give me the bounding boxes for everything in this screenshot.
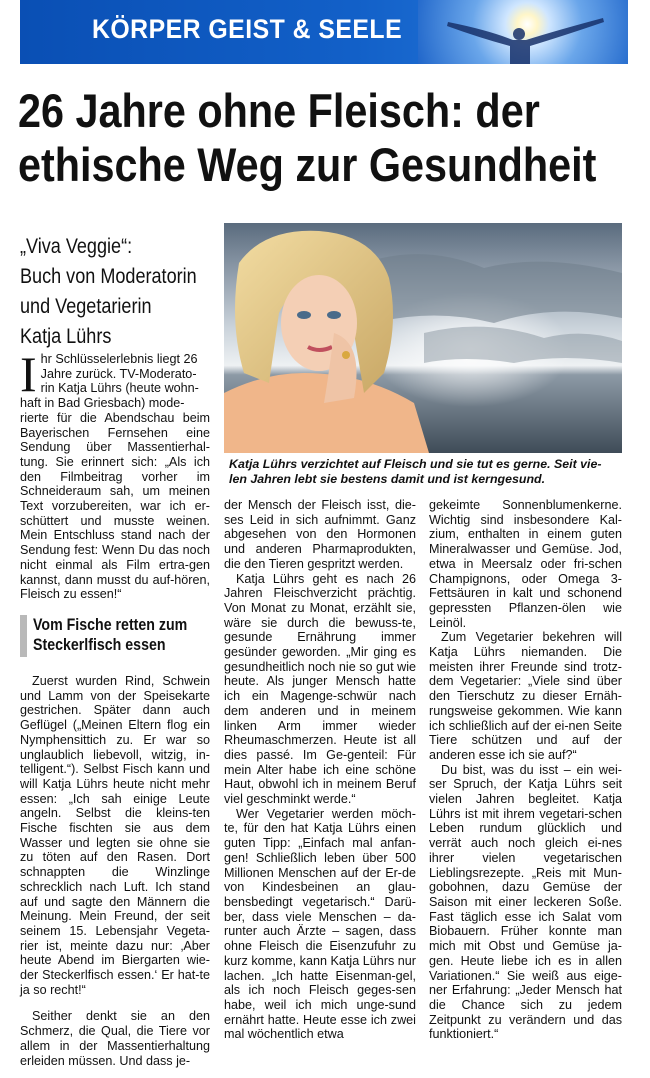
body-paragraph: Du bist, was du isst – ein wei-ser Spruch, der Katja Lührs seit vielen Jahren begleitet. Katja Lührs ist mit ihrem vegetari-schen Leben rundum glücklich und verrät auch noch gleich ei-nes ihrer vielen vegetarischen Lieblingsrezepte. „Reis mit Mun-gobohnen, dazu Gemüse der Saison mit einer leckeren Soße. Fast täglich esse ich Salat vom Biobauern. Früher konnte man mich mit Obst und Gemüse ja-gen. Heute liebe ich es in allen Variationen.“ Sie weiß aus eige-ner Erfahrung: „Jeder Mensch hat die Chance sich zu jedem Zeitpunkt zu verändern und das funktioniert.“ [429,762,622,1042]
banner-sky-image [418,0,628,64]
body-paragraph: gekeimte Sonnenblumenkerne. Wichtig sind insbesondere Kal-zium, enthalten in einem guten Mineralwasser und Gemüse. Jod, etwa in Meersalz oder fri-schen Champignons, oder Omega 3-Fettsäuren in kalt und schonend gepressten Pflanzen-ölen wie Leinöl. [429,498,622,630]
intro-paragraph: hr Schlüsselerlebnis liegt 26 Jahre zurück. TV-Moderato- rin Katja Lührs (heute wohn- haft in Bad Griesbach) mode- rierte für die Abendschau beim Bayerischen Fernsehen eine Sendung über Massentierhal-tung. Sie erinnert sich: „Als ich den Filmbeitrag vorher im Schneideraum sah, um meinen Text vorzubereiten, war ich er-schüttert und musste weinen. Mein Entschluss stand nach der Sendung fest: Wenn Du das noch nicht einmal als Film ertra-gen kannst, dann musst du auf-hören, Fleisch zu essen!“ [20,352,210,602]
section-banner [20,0,628,64]
photo-caption: Katja Lührs verzichtet auf Fleisch und sie tut es gerne. Seit vie- len Jahren lebt sie bestens damit und ist kerngesund. [229,457,602,486]
body-paragraph: Wer Vegetarier werden möch-te, für den hat Katja Lührs einen guten Tipp: „Einfach mal anfan-gen! Schließlich leben über 500 Millionen Menschen auf der Er-de von Kindesbeinen an glau-bensbedingt vegetarisch.“ Darü-ber, dass viele Menschen – da-runter auch Ärzte – sagen, dass ohne Fleisch die Eisenzufuhr zu kurz komme, kann Katja Lührs nur lachen. „Ich hatte Eisenman-gel, als ich noch Fleisch geges-sen habe, weil ich mich unge-sund ernährt hatte. Heute esse ich zwei mal wöchentlich etwa [224,806,416,1042]
article-subheadline [20,232,222,352]
headline-line-2: ethische Weg zur Gesundheit [18,138,597,191]
column-1-body [20,674,210,1068]
person-silhouette-icon [418,0,628,64]
body-paragraph: Seither denkt sie an den Schmerz, die Qual, die Tiere vor allem in der Massentierhaltung erleiden müssen. Und dass je- [20,1009,210,1068]
body-paragraph: Zum Vegetarier bekehren will Katja Lührs niemanden. Die meisten ihrer Freunde sind trotz-dem Vegetarier: „Viele sind über den Tierschutz zu dieser Ernäh-rungsweise gekommen. Wie kann ich schließlich auf der ei-nen Seite Tiere schützen und auf der anderen esse ich sie auf?“ [429,630,622,762]
intertitle-line-2: Steckerlfisch essen [33,636,166,654]
subhead-line-3: und Vegetarierin [20,295,152,318]
intertitle [20,615,210,657]
column-1-intro [20,346,210,602]
drop-cap: I [20,346,37,402]
article-headline [18,84,634,192]
intertitle-line-1: Vom Fische retten zum [33,616,188,634]
subhead-line-2: Buch von Moderatorin [20,265,197,288]
subhead-line-1: „Viva Veggie“: [20,235,133,258]
column-3-body [429,498,622,1042]
body-paragraph: Katja Lührs geht es nach 26 Jahren Fleischverzicht prächtig. Von Monat zu Monat, erzählt sie, wäre sie durch die bewuss-te, gesunde Ernährung immer gesünder geworden. „Mir ging es gesundheitlich noch nie so gut wie heute. Als junger Mensch hatte ich ein Magenge-schwür nach dem anderen und in meinem linken Arm immer wieder Rheumaschmerzen. Heute ist all dies passé. Im Ge-genteil: Für mein Alter habe ich eine schöne Haut, obwohl ich in meinem Beruf viel geschminkt werde.“ [224,571,416,807]
article-photo [224,223,622,453]
body-paragraph: der Mensch der Fleisch isst, die-ses Leid in sich aufnimmt. Ganz abgesehen von den Hormonen und anderen Pharmaprodukten, die den Tieren gespritzt werden. [224,498,416,571]
body-paragraph: Zuerst wurden Rind, Schwein und Lamm von der Speisekarte gestrichen. Später dann auch Geflügel („Meinen Eltern flog ein Nymphensittich zu. Er war so unglaublich liebevoll, witzig, in-telligent.“). Selbst Fisch kann und will Katja Lührs heute nicht mehr essen: „Ich sah einige Leute angeln. Selbst die kleins-ten Fische fischten sie aus dem Wasser und legten sie ohne sie zu töten auf den Rasen. Dort schnappten die Winzlinge schrecklich nach Luft. Ich stand auf und sagte den Männern die Meinung. Mein Freund, der seit seinem 15. Lebensjahr Vegeta-rier ist, meinte dazu nur: ‚Aber heute Abend im Biergarten wie-der Steckerlfisch essen.‘ Er hat-te ja so recht!“ [20,674,210,997]
headline-line-1: 26 Jahre ohne Fleisch: der [18,84,540,137]
section-title: KÖRPER GEIST & SEELE [92,14,403,44]
portrait-seascape-image [224,223,622,453]
subhead-line-4: Katja Lührs [20,325,112,348]
column-2-body [224,498,416,1042]
